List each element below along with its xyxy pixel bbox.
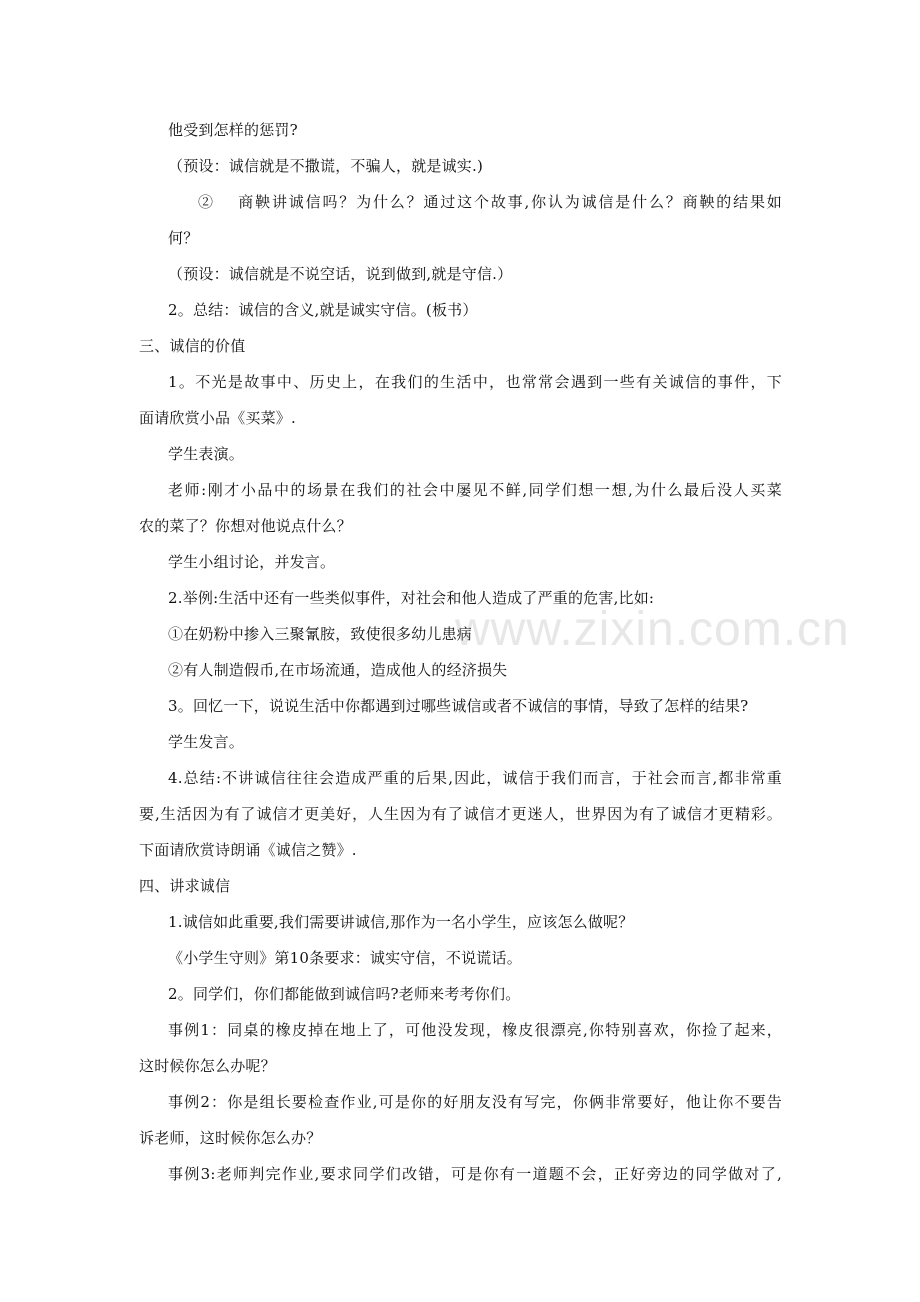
text-line: （预设：诚信就是不说空话，说到做到,就是守信.） xyxy=(168,265,513,283)
text-line: 学生小组讨论，并发言。 xyxy=(168,553,336,571)
text-line: 1.诚信如此重要,我们需要讲诚信,那作为一名小学生，应该怎么做呢？ xyxy=(168,913,634,931)
text-line: 何？ xyxy=(168,229,199,247)
text-line: ②有人制造假币,在市场流通，造成他人的经济损失 xyxy=(168,661,508,679)
text-line: 老师:刚才小品中的场景在我们的社会中屡见不鲜,同学们想一想,为什么最后没人买菜 xyxy=(168,481,782,499)
text-line: 他受到怎样的惩罚? xyxy=(168,121,298,139)
text-line: 4.总结:不讲诚信往往会造成严重的后果,因此，诚信于我们而言，于社会而言,都非常重 xyxy=(168,769,782,787)
text-line: 3。回忆一下，说说生活中你都遇到过哪些诚信或者不诚信的事情，导致了怎样的结果? xyxy=(168,697,749,715)
text-line: 这时候你怎么办呢？ xyxy=(139,1057,276,1075)
text-line: 2。同学们，你们都能做到诚信吗?老师来考考你们。 xyxy=(168,985,521,1003)
text-line: 下面请欣赏诗朗诵《诚信之赞》. xyxy=(139,841,357,859)
text-line: 2.举例:生活中还有一些类似事件，对社会和他人造成了严重的危害,比如: xyxy=(168,589,655,607)
section-heading: 三、诚信的价值 xyxy=(139,337,246,355)
text-line: 事例3:老师判完作业,要求同学们改错，可是你有一道题不会，正好旁边的同学做对了, xyxy=(168,1165,782,1183)
text-line: 《小学生守则》第10条要求：诚实守信，不说谎话。 xyxy=(168,949,522,967)
text-line: 诉老师，这时候你怎么办？ xyxy=(139,1129,322,1147)
text-line: 1。不光是故事中、历史上，在我们的生活中，也常常会遇到一些有关诚信的事件，下 xyxy=(168,373,782,391)
text-line: 事例2：你是组长要检查作业,可是你的好朋友没有写完，你俩非常要好，他让你不要告 xyxy=(168,1093,782,1111)
text-line: 面请欣赏小品《买菜》. xyxy=(139,409,296,427)
text-line: 要,生活因为有了诚信才更美好，人生因为有了诚信才更迷人，世界因为有了诚信才更精彩。 xyxy=(139,805,782,823)
text-line: 事例1：同桌的橡皮掉在地上了，可他没发现，橡皮很漂亮,你特别喜欢，你捡了起来， xyxy=(168,1021,782,1039)
text-line: ①在奶粉中掺入三聚氰胺，致使很多幼儿患病 xyxy=(168,625,473,643)
text-line: 2。总结：诚信的含义,就是诚实守信。(板书） xyxy=(168,301,478,319)
text-line: ② 商鞅讲诚信吗？为什么？通过这个故事,你认为诚信是什么？商鞅的结果如 xyxy=(198,193,782,211)
section-heading: 四、讲求诚信 xyxy=(139,877,231,895)
text-line: （预设：诚信就是不撒谎，不骗人，就是诚实.) xyxy=(168,157,484,175)
text-line: 学生表演。 xyxy=(168,445,245,463)
watermark: www.zixin.com.cn xyxy=(455,603,850,656)
text-line: 学生发言。 xyxy=(168,733,245,751)
text-line: 农的菜了？你想对他说点什么？ xyxy=(139,517,352,535)
